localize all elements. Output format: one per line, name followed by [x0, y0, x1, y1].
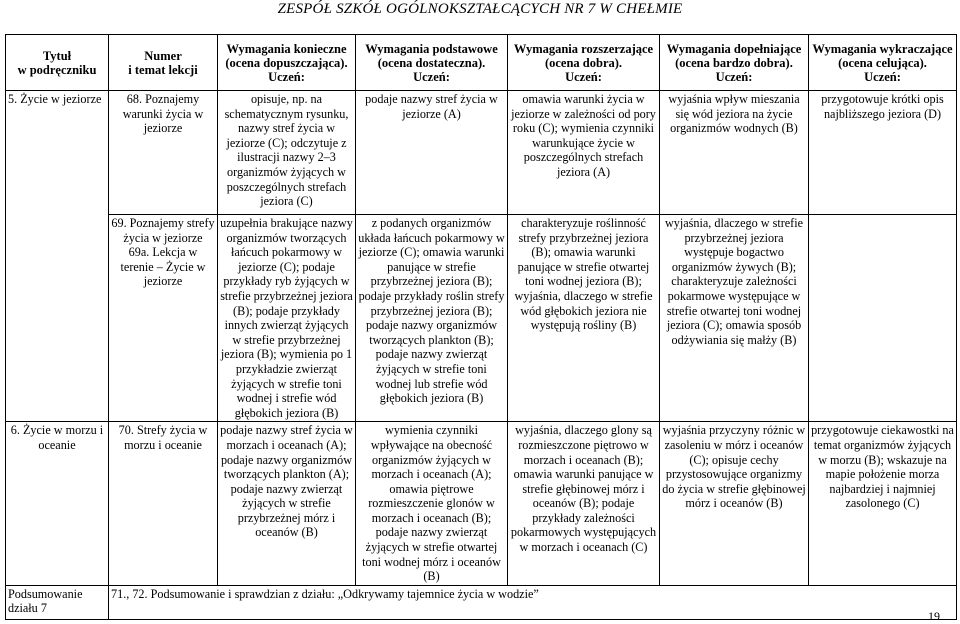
- table-row: [6, 215, 957, 422]
- chapter-title: Podsumowanie działu 7: [6, 585, 109, 619]
- page-header: ZESPÓŁ SZKÓŁ OGÓLNOKSZTAŁCĄCYCH NR 7 W CHEŁMIE: [277, 1, 683, 17]
- wykraczajace-cell: [809, 215, 957, 422]
- dopelniajace-cell: wyjaśnia, dlaczego w strefie przybrzeżnej jeziora występuje bogactwo organizmów żywych (B); charakteryzuje zależności pokarmowe występujące w strefie otwartej toni wodnej jeziora (C); omawia sposób odżywiania się małży (B): [660, 215, 809, 422]
- wykraczajace-cell: przygotowuje krótki opis najbliższego jeziora (D): [809, 91, 957, 215]
- dopelniajace-cell: wyjaśnia przyczyny różnic w zasoleniu w mórz i oceanów (C); opisuje cechy przystosowujące organizmy do życia w strefie głębinowej mórz i oceanów (B): [660, 422, 809, 586]
- lesson-title: 70. Strefy życia w morzu i oceanie: [109, 422, 218, 586]
- konieczne-cell: opisuje, np. na schematycznym rysunku, nazwy stref życia w jeziorze (C); odczytuje z ilustracji nazwy 2–3 organizmów żyjących w poszczególnych strefach jeziora (C): [218, 91, 356, 215]
- rozszerzajace-cell: wyjaśnia, dlaczego glony są rozmieszczone piętrowo w morzach i oceanach (B); omawia warunki panujące w strefie głębinowej mórz i oceanów (B); podaje przykłady zależności pokarmowych występujących w morzach i oceanach (C): [508, 422, 660, 586]
- konieczne-cell: podaje nazwy stref życia w morzach i oceanach (A); podaje nazwy organizmów tworzących plankton (A); podaje nazwy zwierząt żyjących w strefie przybrzeżnej mórz i oceanów (B): [218, 422, 356, 586]
- header-rozszerzajace: Wymagania rozszerzające (ocena dobra). Uczeń:: [508, 35, 660, 91]
- header-number: Numer i temat lekcji: [109, 35, 218, 91]
- konieczne-cell: uzupełnia brakujące nazwy organizmów tworzących łańcuch pokarmowy w jeziorze (C); podaje przykłady ryb żyjących w strefie przybrzeżnej jeziora (B); podaje przykłady innych zwierząt żyjących w strefie przybrzeżnej jeziora (B); wymienia po 1 przykładzie zwierząt żyjących w strefie toni wodnej i strefie wód głębokich jeziora (B): [218, 215, 356, 422]
- podstawowe-cell: wymienia czynniki wpływające na obecność organizmów żyjących w morzach i oceanach (A); omawia piętrowe rozmieszczenie glonów w morzach i oceanach (B); podaje nazwy zwierząt żyjących w strefie otwartej toni wodnej mórz i oceanów (B): [356, 422, 508, 586]
- table-row: [6, 585, 957, 619]
- wykraczajace-cell: przygotowuje ciekawostki na temat organizmów żyjących w morzu (B); wskazuje na mapie położenie morza najbardziej i najmniej zasolonego (C): [809, 422, 957, 586]
- podstawowe-cell: podaje nazwy stref życia w jeziorze (A): [356, 91, 508, 215]
- header-podstawowe: Wymagania podstawowe (ocena dostateczna). Uczeń:: [356, 35, 508, 91]
- header-dopelniajace: Wymagania dopełniające (ocena bardzo dobra). Uczeń:: [660, 35, 809, 91]
- rozszerzajace-cell: charakteryzuje roślinność strefy przybrzeżnej jeziora (B); omawia warunki panujące w strefie otwartej toni wodnej jeziora (B); wyjaśnia, dlaczego w strefie wód głębokich jeziora nie występują rośliny (B): [508, 215, 660, 422]
- table-header-row: [6, 35, 957, 91]
- lesson-title: 68. Poznajemy warunki życia w jeziorze: [109, 91, 218, 215]
- page-number: 19: [928, 609, 940, 623]
- summary-lesson: 71., 72. Podsumowanie i sprawdzian z działu: „Odkrywamy tajemnice życia w wodzie”: [109, 585, 957, 619]
- chapter-title: 5. Życie w jeziorze: [6, 91, 109, 422]
- lesson-title: 69. Poznajemy strefy życia w jeziorze 69a. Lekcja w terenie – Życie w jeziorze: [109, 215, 218, 422]
- header-wykraczajace: Wymagania wykraczające (ocena celująca). Uczeń:: [809, 35, 957, 91]
- podstawowe-cell: z podanych organizmów układa łańcuch pokarmowy w jeziorze (C); omawia warunki panujące w strefie przybrzeżnej jeziora (B); podaje przykłady roślin strefy przybrzeżnej jeziora (B); podaje nazwy organizmów tworzących plankton (B); podaje nazwy zwierząt żyjących w strefie toni wodnej lub strefie wód głębokich jeziora (B): [356, 215, 508, 422]
- header-konieczne: Wymagania konieczne (ocena dopuszczająca). Uczeń:: [218, 35, 356, 91]
- rozszerzajace-cell: omawia warunki życia w jeziorze w zależności od pory roku (C); wymienia czynniki warunkujące życie w poszczególnych strefach jeziora (A): [508, 91, 660, 215]
- dopelniajace-cell: wyjaśnia wpływ mieszania się wód jeziora na życie organizmów wodnych (B): [660, 91, 809, 215]
- requirements-table: [5, 34, 957, 620]
- table-row: [6, 91, 957, 215]
- header-title: Tytuł w podręczniku: [6, 35, 109, 91]
- table-row: [6, 422, 957, 586]
- chapter-title: 6. Życie w morzu i oceanie: [6, 422, 109, 586]
